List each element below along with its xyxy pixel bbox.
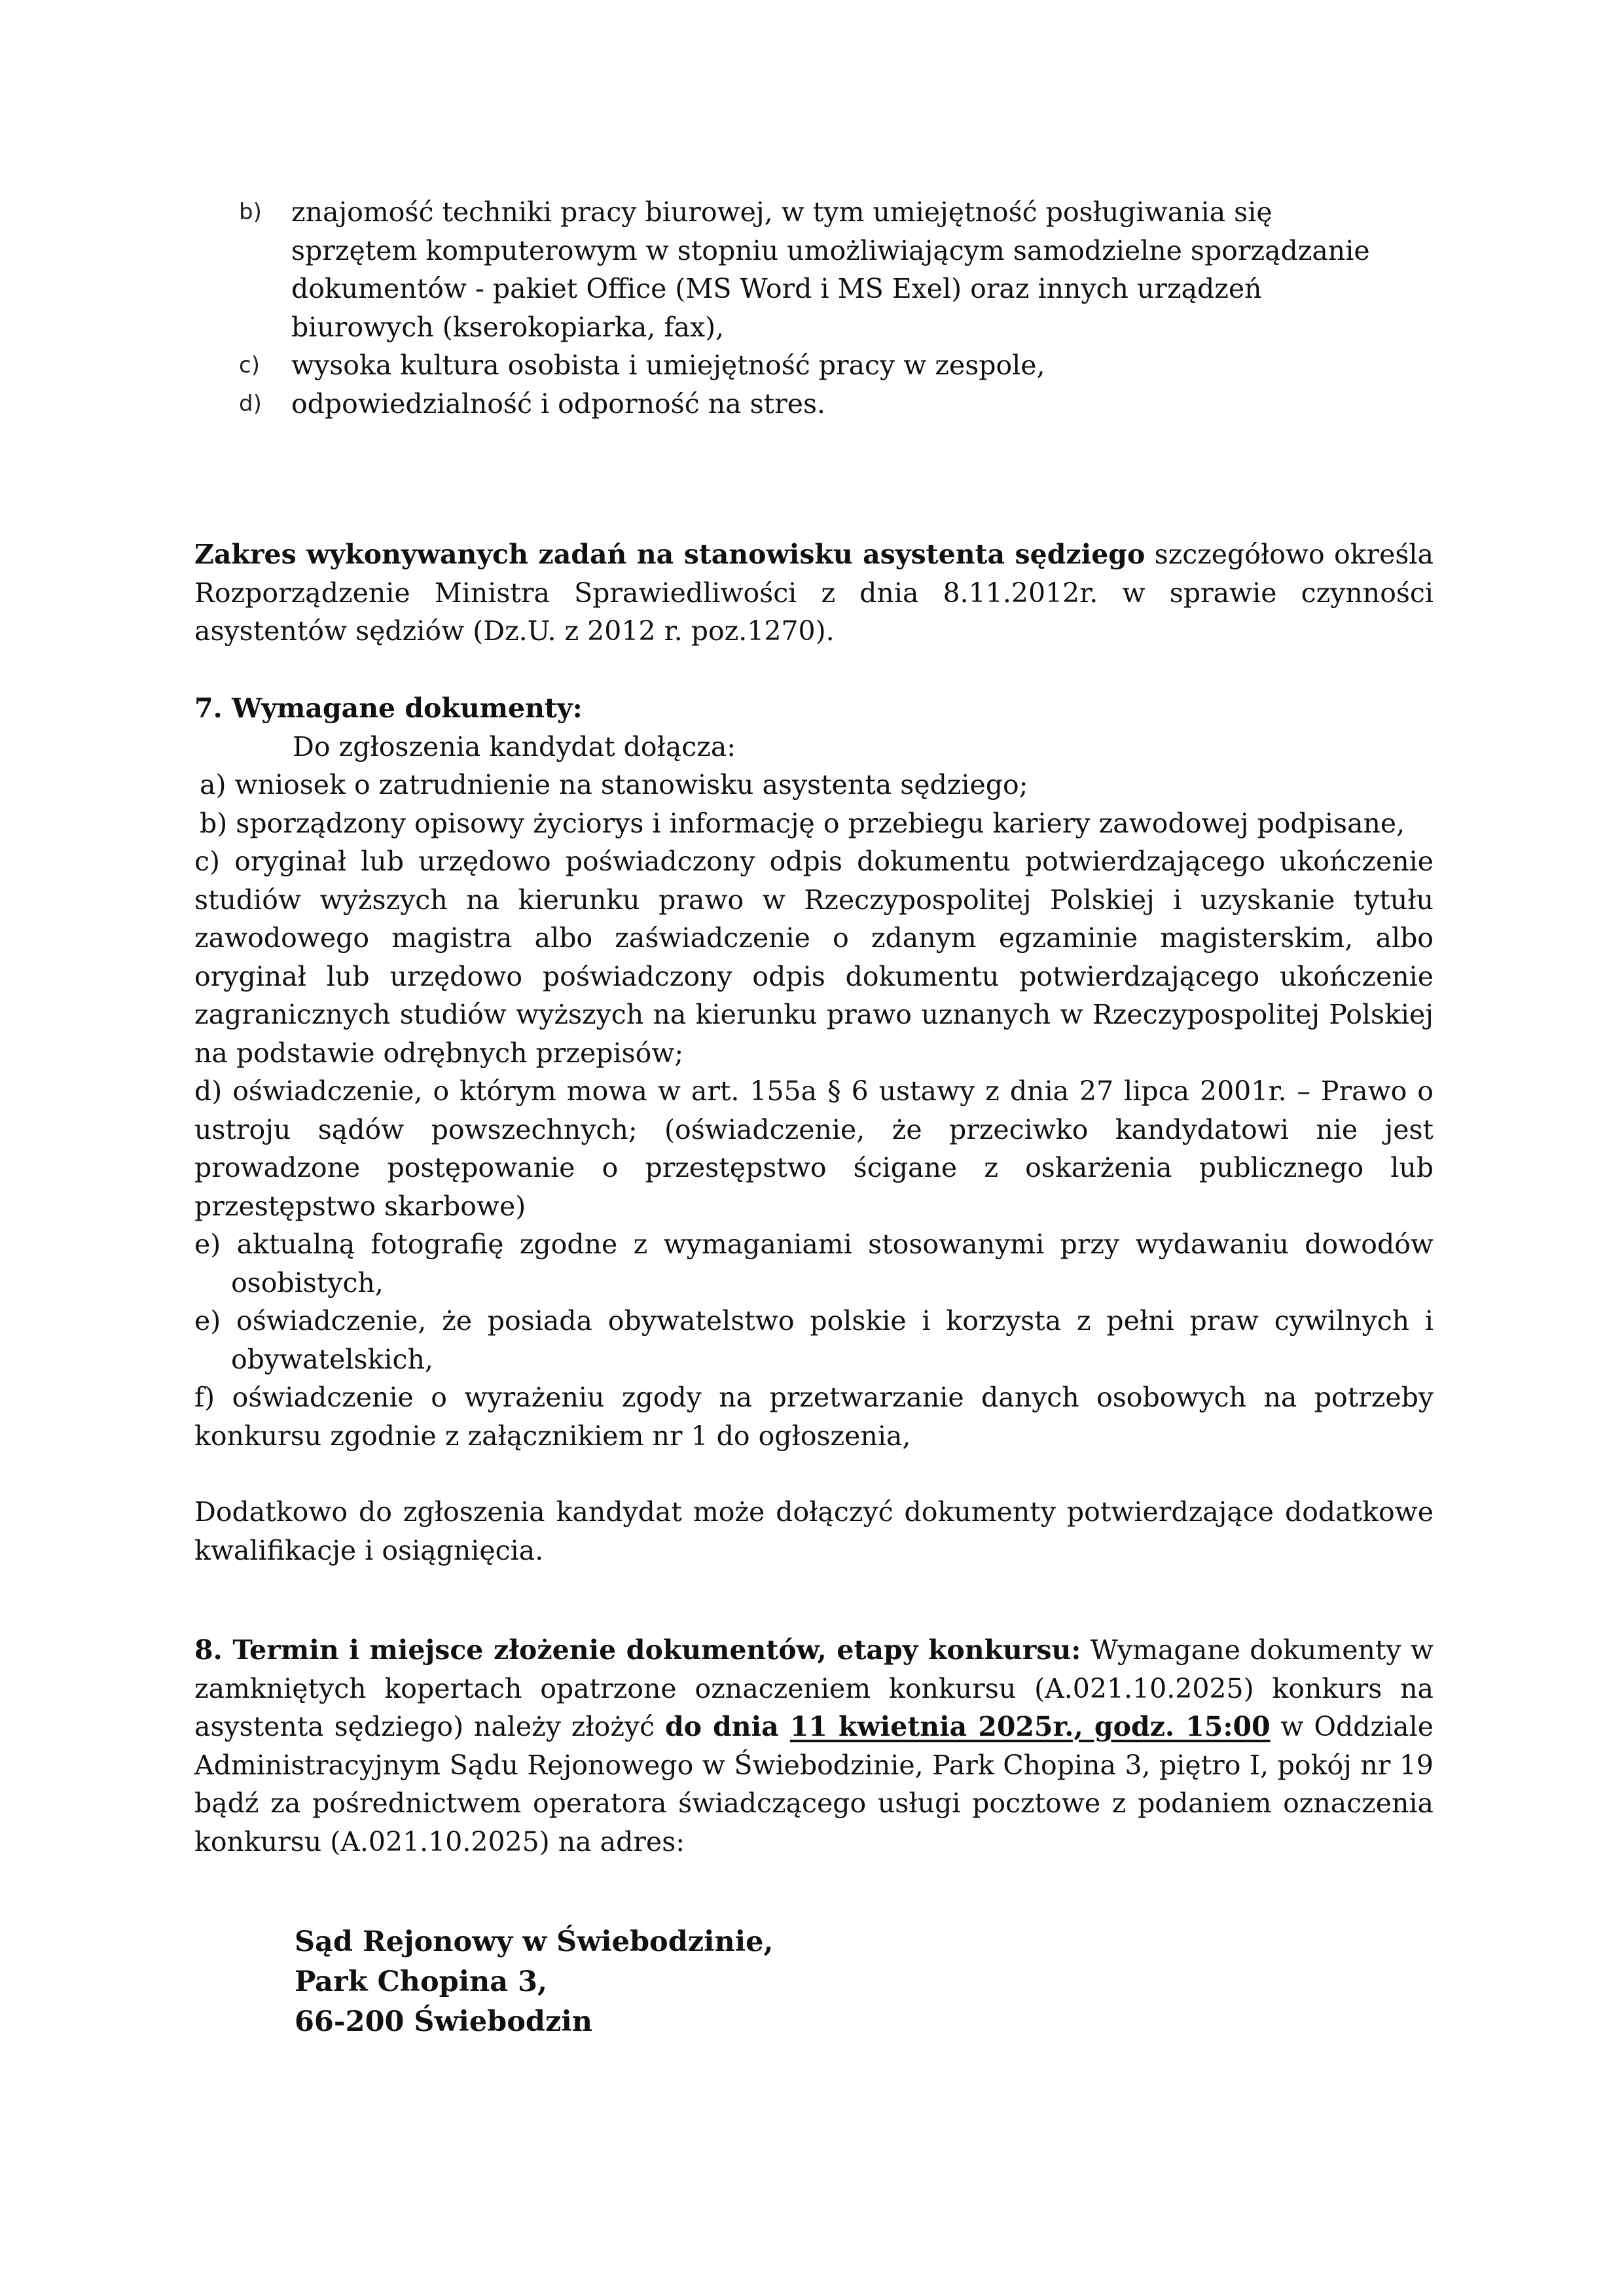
list-item-c bbox=[239, 346, 1437, 385]
doc-item-f: f) oświadczenie o wyrażeniu zgody na przetwarzanie danych osobowych na potrzeby konkursu zgodnie z załącznikiem nr 1 do ogłoszenia, bbox=[194, 1382, 1434, 1452]
doc-item-d: d) oświadczenie, o którym mowa w art. 155a § 6 ustawy z dnia 27 lipca 2001r. – Prawo o ustroju sądów powszechnych; (oświadczenie, że przeciwko kandydatowi nie jest prowadzone postępowanie o przestępstwo ścigane z oskarżenia publicznego lub przestępstwo skarbowe) bbox=[194, 1075, 1434, 1222]
scope-bold: Zakres wykonywanych zadań na stanowisku asystenta sędziego bbox=[194, 539, 1146, 570]
section-8 bbox=[194, 1631, 1434, 1861]
address-line: Sąd Rejonowy w Świebodzinie, bbox=[295, 1926, 774, 1958]
doc-item-b: b) sporządzony opisowy życiorys i informację o przebiegu kariery zawodowej podpisane, bbox=[200, 807, 1405, 839]
section-8-heading: 8. Termin i miejsce złożenie dokumentów, etapy konkursu: bbox=[194, 1634, 1081, 1666]
list-line: odpowiedzialność i odporność na stres. bbox=[291, 387, 826, 420]
court-address bbox=[295, 1922, 773, 2042]
list-marker: c) bbox=[239, 352, 260, 378]
skills-list bbox=[239, 193, 1437, 423]
list-line: wysoka kultura osobista i umiejętność pracy w zespole, bbox=[291, 350, 1045, 381]
section-7-intro: Do zgłoszenia kandydat dołącza: bbox=[293, 730, 736, 762]
list-line: dokumentów - pakiet Office (MS Word i MS Exel) oraz innych urządzeń bbox=[291, 273, 1262, 304]
address-line: Park Chopina 3, bbox=[295, 1965, 548, 1998]
doc-item-a: a) wniosek o zatrudnienie na stanowisku asystenta sędziego; bbox=[200, 769, 1028, 800]
section-7 bbox=[194, 689, 1434, 1570]
section-7-heading: 7. Wymagane dokumenty: bbox=[194, 692, 583, 724]
section-8-text2: w Oddziale Administracyjnym Sądu Rejonowego w Świebodzinie, Park Chopina 3, piętro I, pokój nr 19 bądź za pośrednictwem operatora świadczącego usługi pocztowe z podaniem oznaczenia konkursu (A.021.10.2025) na adres: bbox=[194, 1711, 1434, 1857]
section-8-text1: Wymagane dokumenty w zamkniętych kopertach opatrzone oznaczeniem konkursu (A.021.10.2025) konkurs na asystenta sędziego) należy złożyć bbox=[194, 1634, 1434, 1742]
list-line: biurowych (kserokopiarka, fax), bbox=[291, 311, 725, 343]
doc-item-e2: e) oświadczenie, że posiada obywatelstwo polskie i korzysta z pełni praw cywilnych i obywatelskich, bbox=[194, 1305, 1434, 1375]
scope-paragraph bbox=[194, 535, 1434, 651]
additional-documents: Dodatkowo do zgłoszenia kandydat może dołączyć dokumenty potwierdzające dodatkowe kwalifikacje i osiągnięcia. bbox=[194, 1496, 1434, 1566]
list-item-d bbox=[239, 385, 1437, 423]
doc-item-e1: e) aktualną fotografię zgodne z wymaganiami stosowanymi przy wydawaniu dowodów osobistych, bbox=[194, 1229, 1434, 1299]
list-item-b bbox=[239, 193, 1437, 346]
deadline-prefix: do dnia bbox=[664, 1711, 790, 1742]
list-marker: b) bbox=[239, 199, 262, 225]
list-marker: d) bbox=[239, 390, 262, 417]
address-line: 66-200 Świebodzin bbox=[295, 2005, 593, 2038]
list-line: sprzętem komputerowym w stopniu umożliwiającym samodzielne sporządzanie bbox=[291, 234, 1370, 266]
doc-item-c: c) oryginał lub urzędowo poświadczony odpis dokumentu potwierdzającego ukończenie studiów wyższych na kierunku prawo w Rzeczypospolitej Polskiej i uzyskanie tytułu zawodowego magistra albo zaświadczenie o zdanym egzaminie magisterskim, albo oryginał lub urzędowo poświadczony odpis dokumentu potwierdzającego ukończenie zagranicznych studiów wyższych na kierunku prawo uznanych w Rzeczypospolitej Polskiej na podstawie odrębnych przepisów; bbox=[194, 846, 1434, 1069]
scope-text: szczegółowo określa Rozporządzenie Ministra Sprawiedliwości z dnia 8.11.2012r. w sprawie czynności asystentów sędziów (Dz.U. z 2012 r. poz.1270). bbox=[194, 539, 1434, 647]
list-line: znajomość techniki pracy biurowej, w tym umiejętność posługiwania się bbox=[291, 196, 1272, 228]
deadline-date: 11 kwietnia 2025r., godz. 15:00 bbox=[789, 1711, 1271, 1742]
